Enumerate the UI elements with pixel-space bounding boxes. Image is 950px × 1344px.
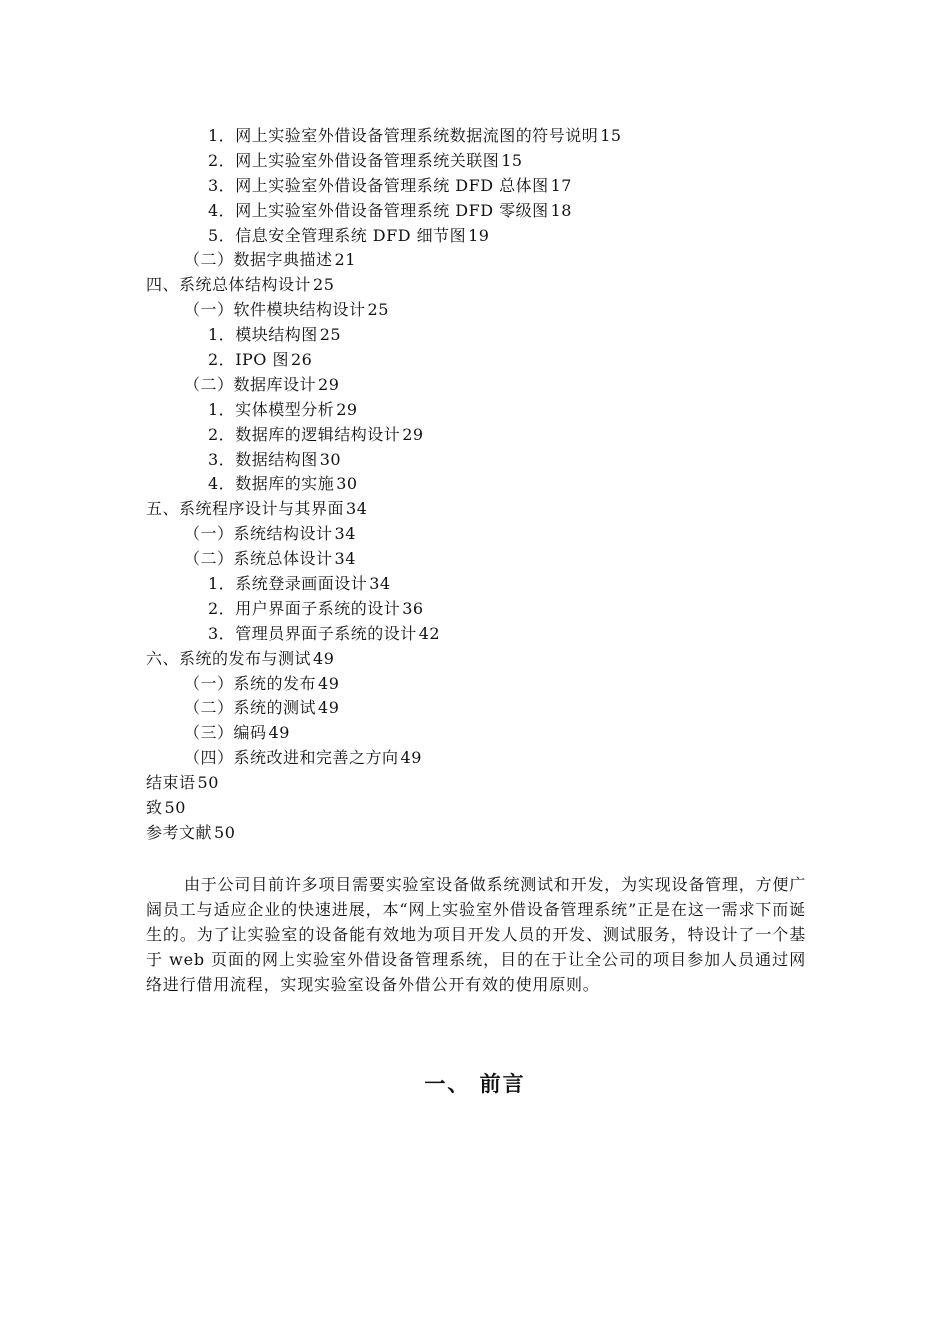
- toc-entry-page: 17: [550, 175, 572, 195]
- toc-entry-title: 系统的测试: [233, 698, 317, 718]
- table-of-contents: [146, 124, 806, 846]
- toc-entry[interactable]: [146, 771, 806, 796]
- toc-entry-number: （二）: [184, 549, 234, 569]
- toc-entry-page: 29: [402, 424, 424, 444]
- toc-entry-number: 3．: [208, 449, 236, 469]
- toc-entry-title: 数据结构图: [235, 449, 318, 469]
- toc-entry-title: 模块结构图: [235, 325, 318, 345]
- toc-entry-page: 30: [336, 474, 358, 494]
- toc-entry-page: 34: [334, 524, 356, 544]
- toc-entry[interactable]: [146, 622, 806, 647]
- toc-entry[interactable]: [146, 746, 806, 771]
- toc-entry-page: 15: [600, 126, 622, 145]
- toc-entry[interactable]: [146, 672, 806, 697]
- toc-entry-title: 实体模型分析: [235, 399, 335, 419]
- toc-entry-number: 1．: [208, 574, 236, 594]
- toc-entry-number: （三）: [184, 723, 234, 743]
- toc-entry[interactable]: [146, 448, 806, 473]
- toc-entry[interactable]: [146, 522, 806, 547]
- toc-entry-title: IPO 图: [235, 350, 289, 370]
- toc-entry[interactable]: [146, 696, 806, 721]
- toc-entry-page: 49: [268, 723, 290, 743]
- toc-entry[interactable]: [146, 298, 806, 323]
- toc-entry[interactable]: [146, 348, 806, 373]
- toc-entry-title: 网上实验室外借设备管理系统 DFD 总体图: [235, 175, 549, 195]
- toc-entry-number: （二）: [184, 374, 234, 394]
- toc-entry-number: 六、: [146, 648, 180, 668]
- toc-entry-number: 2．: [208, 598, 236, 618]
- toc-entry-title: 数据库的逻辑结构设计: [235, 424, 401, 444]
- toc-entry-title: 系统结构设计: [233, 524, 333, 544]
- toc-entry-number: 2．: [208, 350, 236, 370]
- toc-entry-number: 2．: [208, 150, 236, 170]
- toc-entry[interactable]: [146, 647, 806, 672]
- toc-entry-number: 1．: [208, 126, 236, 145]
- toc-entry-title: 用户界面子系统的设计: [235, 598, 401, 618]
- toc-entry-page: 50: [197, 773, 219, 793]
- toc-entry-page: 49: [318, 698, 340, 718]
- toc-entry[interactable]: [146, 572, 806, 597]
- toc-entry-title: 系统总体设计: [233, 549, 333, 569]
- toc-entry[interactable]: [146, 273, 806, 298]
- toc-entry-page: 25: [367, 300, 389, 320]
- toc-entry-title: 管理员界面子系统的设计: [235, 623, 417, 643]
- toc-entry-title: 网上实验室外借设备管理系统关联图: [235, 150, 500, 170]
- toc-entry-number: 3．: [208, 175, 236, 195]
- toc-entry-number: 1．: [208, 325, 236, 345]
- toc-entry-page: 29: [336, 399, 358, 419]
- toc-entry-title: 网上实验室外借设备管理系统数据流图的符号说明: [235, 126, 599, 145]
- toc-entry-number: （二）: [184, 250, 234, 270]
- toc-entry-number: 2．: [208, 424, 236, 444]
- toc-entry[interactable]: [146, 547, 806, 572]
- toc-entry-page: 30: [319, 449, 342, 469]
- toc-entry[interactable]: [146, 472, 806, 497]
- toc-entry-number: 4．: [208, 474, 236, 494]
- toc-entry[interactable]: [146, 597, 806, 622]
- toc-entry-page: 29: [318, 374, 340, 394]
- toc-entry-title: 结束语: [146, 773, 196, 793]
- toc-entry-title: 致: [146, 798, 163, 818]
- toc-entry-number: （一）: [184, 673, 234, 693]
- toc-entry[interactable]: [146, 398, 806, 423]
- toc-entry-title: 数据字典描述: [233, 250, 333, 270]
- toc-entry[interactable]: [146, 224, 806, 249]
- toc-entry-page: 19: [468, 225, 490, 245]
- toc-entry-number: 5．: [208, 225, 236, 245]
- toc-entry-page: 25: [319, 325, 342, 345]
- toc-entry-number: （四）: [184, 748, 234, 768]
- toc-entry-number: 四、: [146, 275, 180, 295]
- toc-entry-page: 18: [550, 200, 572, 220]
- toc-entry-page: 34: [369, 574, 391, 594]
- toc-entry-title: 编码: [233, 723, 267, 743]
- toc-entry-page: 42: [418, 623, 441, 643]
- toc-entry-number: 1．: [208, 399, 236, 419]
- toc-entry-page: 49: [400, 748, 422, 768]
- section-heading: 一、 前言: [424, 1071, 526, 1096]
- toc-entry-title: 系统的发布与测试: [179, 648, 312, 668]
- toc-entry[interactable]: [146, 423, 806, 448]
- toc-entry-page: 50: [164, 798, 186, 818]
- toc-entry-number: （一）: [184, 300, 234, 320]
- toc-entry-page: 34: [346, 499, 368, 519]
- toc-entry[interactable]: [146, 796, 806, 821]
- toc-entry-page: 36: [402, 598, 424, 618]
- toc-entry[interactable]: [146, 721, 806, 746]
- toc-entry-number: （一）: [184, 524, 234, 544]
- toc-entry-title: 系统改进和完善之方向: [233, 748, 399, 768]
- toc-entry[interactable]: [146, 149, 806, 174]
- toc-entry-page: 21: [334, 250, 356, 270]
- toc-entry-title: 软件模块结构设计: [233, 300, 366, 320]
- toc-entry-page: 15: [501, 150, 523, 170]
- abstract-paragraph: 由于公司目前许多项目需要实验室设备做系统测试和开发，为实现设备管理，方便广阔员工与适应企业的快速进展，本“网上实验室外借设备管理系统”正是在这一需求下而诞生的。为了让实验室的设备能有效地为项目开发人员的开发、测试服务，特设计了一个基于 web 页面的网上实验室外借设备管理系统，目的在于让全公司的项目参加人员通过网络进行借用流程，实现实验室设备外借公开有效的使用原则。: [146, 875, 806, 994]
- toc-entry[interactable]: [146, 821, 806, 846]
- toc-entry-title: 系统总体结构设计: [179, 275, 312, 295]
- toc-entry-number: 4．: [208, 200, 236, 220]
- toc-entry-title: 数据库的实施: [235, 474, 335, 494]
- toc-entry-number: 3．: [208, 623, 236, 643]
- toc-entry-title: 参考文献: [146, 822, 213, 842]
- toc-entry[interactable]: [146, 199, 806, 224]
- toc-entry-number: 五、: [146, 499, 180, 519]
- toc-entry[interactable]: [146, 124, 806, 149]
- toc-entry-title: 系统的发布: [233, 673, 317, 693]
- toc-entry[interactable]: [146, 373, 806, 398]
- toc-entry-page: 49: [313, 648, 335, 668]
- toc-entry-page: 34: [334, 549, 356, 569]
- toc-entry-title: 网上实验室外借设备管理系统 DFD 零级图: [235, 200, 549, 220]
- toc-entry-page: 49: [318, 673, 340, 693]
- toc-entry-number: （二）: [184, 698, 234, 718]
- toc-entry-page: 26: [290, 350, 313, 370]
- toc-entry-title: 系统程序设计与其界面: [179, 499, 345, 519]
- toc-entry-title: 系统登录画面设计: [235, 574, 368, 594]
- toc-entry-title: 信息安全管理系统 DFD 细节图: [235, 225, 467, 245]
- toc-entry[interactable]: [146, 497, 806, 522]
- toc-entry-title: 数据库设计: [233, 374, 317, 394]
- toc-entry[interactable]: [146, 248, 806, 273]
- toc-entry[interactable]: [146, 174, 806, 199]
- toc-entry-page: 25: [313, 275, 335, 295]
- toc-entry[interactable]: [146, 323, 806, 348]
- toc-entry-page: 50: [214, 822, 236, 842]
